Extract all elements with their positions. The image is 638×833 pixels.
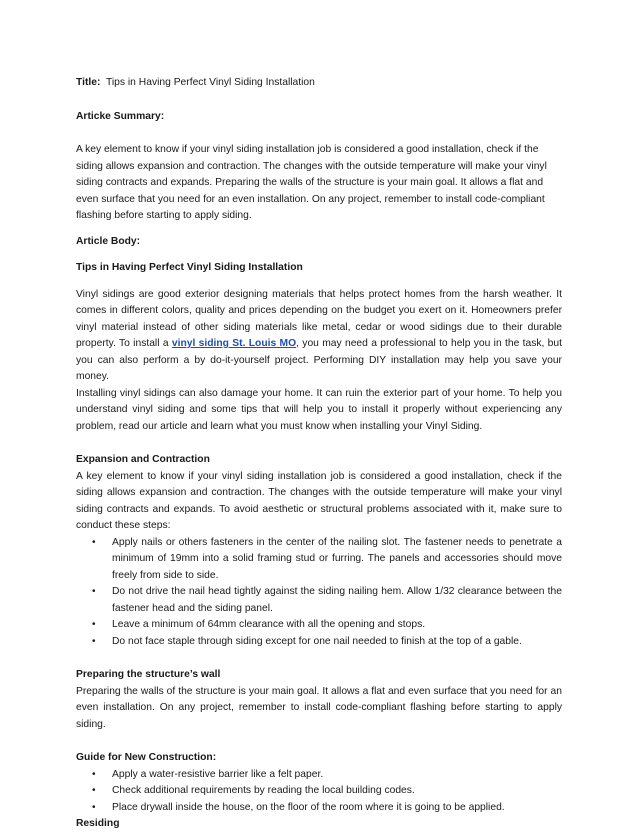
expansion-heading: Expansion and Contraction xyxy=(76,454,210,465)
list-item xyxy=(76,584,562,617)
list-item xyxy=(76,800,562,817)
list-item xyxy=(76,767,562,784)
bullet-icon: • xyxy=(92,586,96,597)
list-item xyxy=(76,634,562,651)
intro-p1-before: Vinyl sidings are good exterior designing materials that helps protect homes from the harsh weather. It comes in different colors, quality and prices depending on the budget you exert on it. Homeowners prefer vinyl material instead of other siding materials like metal, cedar or wood sidings due to their durable property. To install a xyxy=(76,288,562,349)
list-item-text: Check additional requirements by reading the local building codes. xyxy=(112,785,415,796)
bullet-icon: • xyxy=(92,536,96,548)
intro-p1-after: , you may need a professional to help you in the task, but you can also perform a by do-it-yourself project. Performing DIY installation may help you save your money. xyxy=(76,338,562,382)
bullet-icon: • xyxy=(92,619,96,630)
list-item xyxy=(76,535,562,585)
title-label: Title: xyxy=(76,77,101,88)
summary-text: A key element to know if your vinyl siding installation job is considered a good installation, check if the siding allows expansion and contraction. The changes with the outside temperature will make your vinyl siding contracts and expands. Preparing the walls of the structure is your main goal. It allows a flat and even surface that you need for an even installation. On any project, remember to install code-compliant flashing before starting to apply siding. xyxy=(76,144,547,221)
structure-text: Preparing the walls of the structure is your main goal. It allows a flat and even surface that you need for an even installation. On any project, remember to install code-compliant flashing before starting to apply siding. xyxy=(76,685,562,730)
list-item xyxy=(76,783,562,800)
list-item-text: Apply a water-resistive barrier like a felt paper. xyxy=(112,768,324,780)
list-item-text: Do not drive the nail head tightly against the siding nailing hem. Allow 1/32 clearance between the fastener head and the siding panel. xyxy=(112,586,562,614)
list-item-text: Leave a minimum of 64mm clearance with all the opening and stops. xyxy=(112,619,426,630)
intro-paragraph-1 xyxy=(76,287,562,386)
expansion-steps-list xyxy=(76,535,562,651)
list-item-text: Place drywall inside the house, on the floor of the room where it is going to be applied. xyxy=(112,801,505,813)
vinyl-siding-link[interactable]: vinyl siding St. Louis MO xyxy=(171,338,297,349)
bullet-icon: • xyxy=(92,768,96,780)
intro-paragraph-2: Installing vinyl sidings can also damage your home. It can ruin the exterior part of your home. To help you understand vinyl siding and some tips that will help you to install it properly without experiencing any problem, read our article and learn what you must know when installing your Vinyl Siding. xyxy=(76,387,562,432)
expansion-text: A key element to know if your vinyl siding installation job is considered a good installation, check if the siding allows expansion and contraction. The changes with the outside temperature will make your vinyl siding contracts and expands. To avoid aesthetic or structural problems associated with it, make sure to conduct these steps: xyxy=(76,470,562,531)
list-item-text: Apply nails or others fasteners in the center of the nailing slot. The fastener needs to penetrate a minimum of 19mm into a solid framing stud or furring. The panels and accessories should move freely from side to side. xyxy=(112,536,562,581)
residing-heading: Residing xyxy=(76,818,120,829)
list-item-text: Do not face staple through siding except for one nail needed to finish at the top of a gable. xyxy=(112,635,522,647)
list-item xyxy=(76,617,562,634)
bullet-icon: • xyxy=(92,801,96,813)
bullet-icon: • xyxy=(92,785,96,796)
title-line xyxy=(76,75,562,92)
guide-heading: Guide for New Construction: xyxy=(76,752,217,763)
body-heading: Article Body: xyxy=(76,235,141,247)
summary-heading: Articke Summary: xyxy=(76,110,165,122)
guide-list xyxy=(76,767,562,817)
structure-heading: Preparing the structure’s wall xyxy=(76,669,221,680)
body-subtitle: Tips in Having Perfect Vinyl Siding Installation xyxy=(76,262,303,273)
bullet-icon: • xyxy=(92,635,96,647)
document-content xyxy=(76,75,562,833)
title-text: Tips in Having Perfect Vinyl Siding Installation xyxy=(105,77,315,88)
